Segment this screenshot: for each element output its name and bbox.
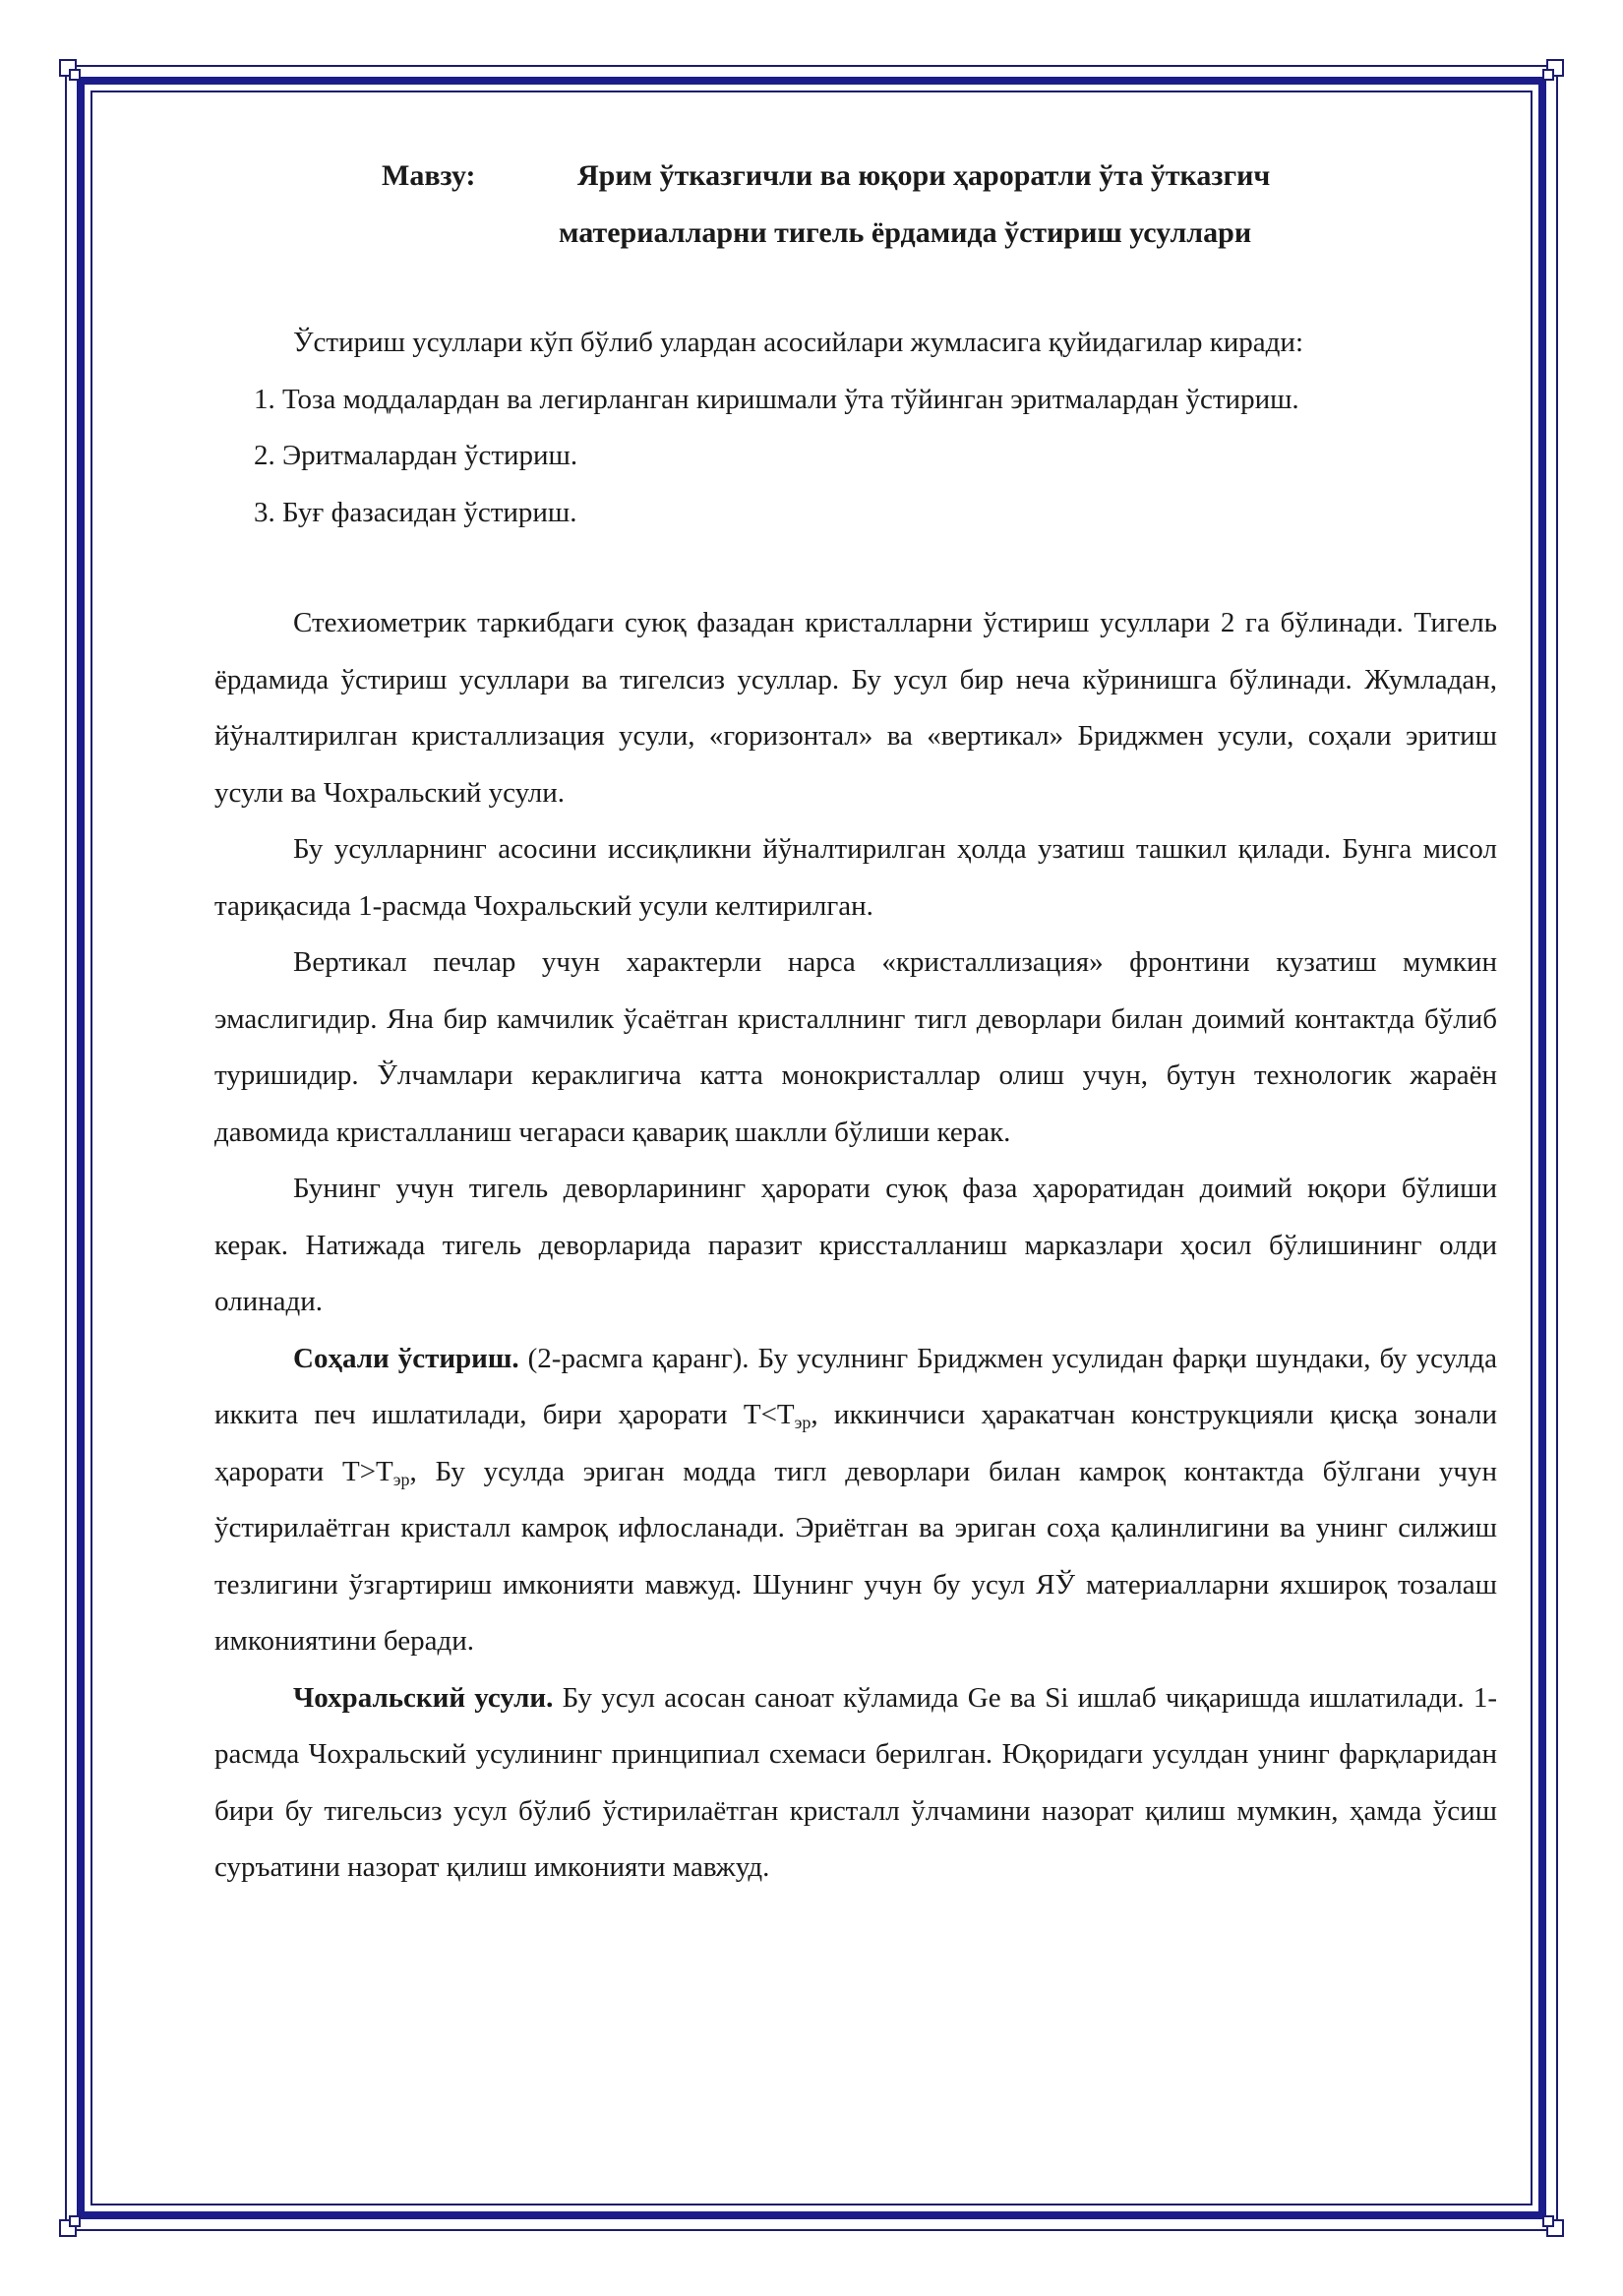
subscript-er: эр [392, 1469, 410, 1489]
border-corner-ornament [1534, 2207, 1564, 2237]
paragraph-heat-transfer: Бу усулларнинг асосини иссиқликни йўналтирилган ҳолда узатиш ташкил қилади. Бунга мисол тариқасида 1-расмда Чохральский усули келтирилган. [214, 833, 1497, 922]
paragraph-stoichiometric: Стехиометрик таркибдаги суюқ фазадан кристалларни ўстириш усуллари 2 га бўлинади. Тигель ёрдамида ўстириш усуллари ва тигелсиз усуллар. Бу усул бир неча кўринишга бўлинади. Жумладан, йўналтирилган кристаллизация усули, «горизонтал» ва «вертикал» Бриджмен усули, соҳали эритиш усули ва Чохральский усули. [214, 607, 1497, 809]
intro-paragraph: Ўстириш усуллари кўп бўлиб улардан асосийлари жумласига қуйидагилар киради: [293, 327, 1304, 358]
zone-growth-text-a: (2-расмга қаранг). Бу усулнинг Бриджмен усулидан фарқи шундаки, бу усулда иккита печ ишлатилади, бири ҳарорати T<T [214, 1342, 1497, 1430]
zone-growth-text-b: , иккинчиси ҳаракатчан конструкцияли қисқа зонали ҳарорати T>T [214, 1399, 1497, 1487]
paragraph-vertical-furnaces: Вертикал печлар учун характерли нарса «кристаллизация» фронтини кузатиш мумкин эмаслигидир. Яна бир камчилик ўсаётган кристаллнинг тигл деворлари билан доимий контактда бўлиб туришидир. Ўлчамлари кераклигича катта монокристаллар олиш учун, бутун технологик жараён давомида кристалланиш чегараси қавариқ шаклли бўлиши керак. [214, 946, 1497, 1148]
methods-list [214, 372, 1497, 542]
zone-growth-text-c: , Бу усулда эриган модда тигл деворлари билан камроқ контактда бўлгани учун ўстирилаётган кристалл камроқ ифлосланади. Эриётган ва эриган соҳа қалинлигини ва унинг силжиш тезлигини ўзгартириш имконияти мавжуд. Шунинг учун бу усул ЯЎ материалларни яхшироқ тозалаш имкониятини беради. [214, 1455, 1497, 1657]
border-corner-ornament [59, 59, 89, 89]
paragraph-zone-growth [214, 1331, 1497, 1670]
paragraph-crucible-walls: Бунинг учун тигель деворларининг ҳарорати суюқ фаза ҳароратидан доимий юқори бўлиши керак. Натижада тигель деворларида паразит криссталланиш марказлари ҳосил бўлишининг олди олинади. [214, 1173, 1497, 1317]
document-body [214, 148, 1497, 1897]
list-item: 2. Эритмалардан ўстириш. [254, 440, 578, 471]
subscript-er: эр [794, 1413, 812, 1432]
list-item: 1. Тоза моддалардан ва легирланган киришмали ўта тўйинган эритмалардан ўстириш. [254, 383, 1299, 415]
document-title [214, 148, 1497, 266]
border-corner-ornament [59, 2207, 89, 2237]
czochralski-heading: Чохральский усули. [293, 1681, 554, 1714]
title-line-1: Ярим ўтказгичли ва юқори ҳароратли ўта ўтказгич [577, 159, 1271, 192]
title-label: Мавзу: [382, 159, 476, 192]
czochralski-text: Бу усул асосан саноат кўламида Ge ва Si ишлаб чиқаришда ишлатилади. 1-расмда Чохральский усулининг принципиал схемаси берилган. Юқоридаги усулдан унинг фарқларидан бири бу тигельсиз усул бўлиб ўстирилаётган кристалл ўлчамини назорат қилиш мумкин, ҳамда ўсиш суръатини назорат қилиш имконияти мавжуд. [214, 1681, 1498, 1883]
list-item: 3. Буғ фазасидан ўстириш. [254, 496, 577, 528]
border-corner-ornament [1534, 59, 1564, 89]
paragraph-czochralski [214, 1670, 1497, 1897]
zone-growth-heading: Соҳали ўстириш. [293, 1342, 519, 1374]
title-line-2: материалларни тигель ёрдамида ўстириш усуллари [559, 216, 1252, 249]
